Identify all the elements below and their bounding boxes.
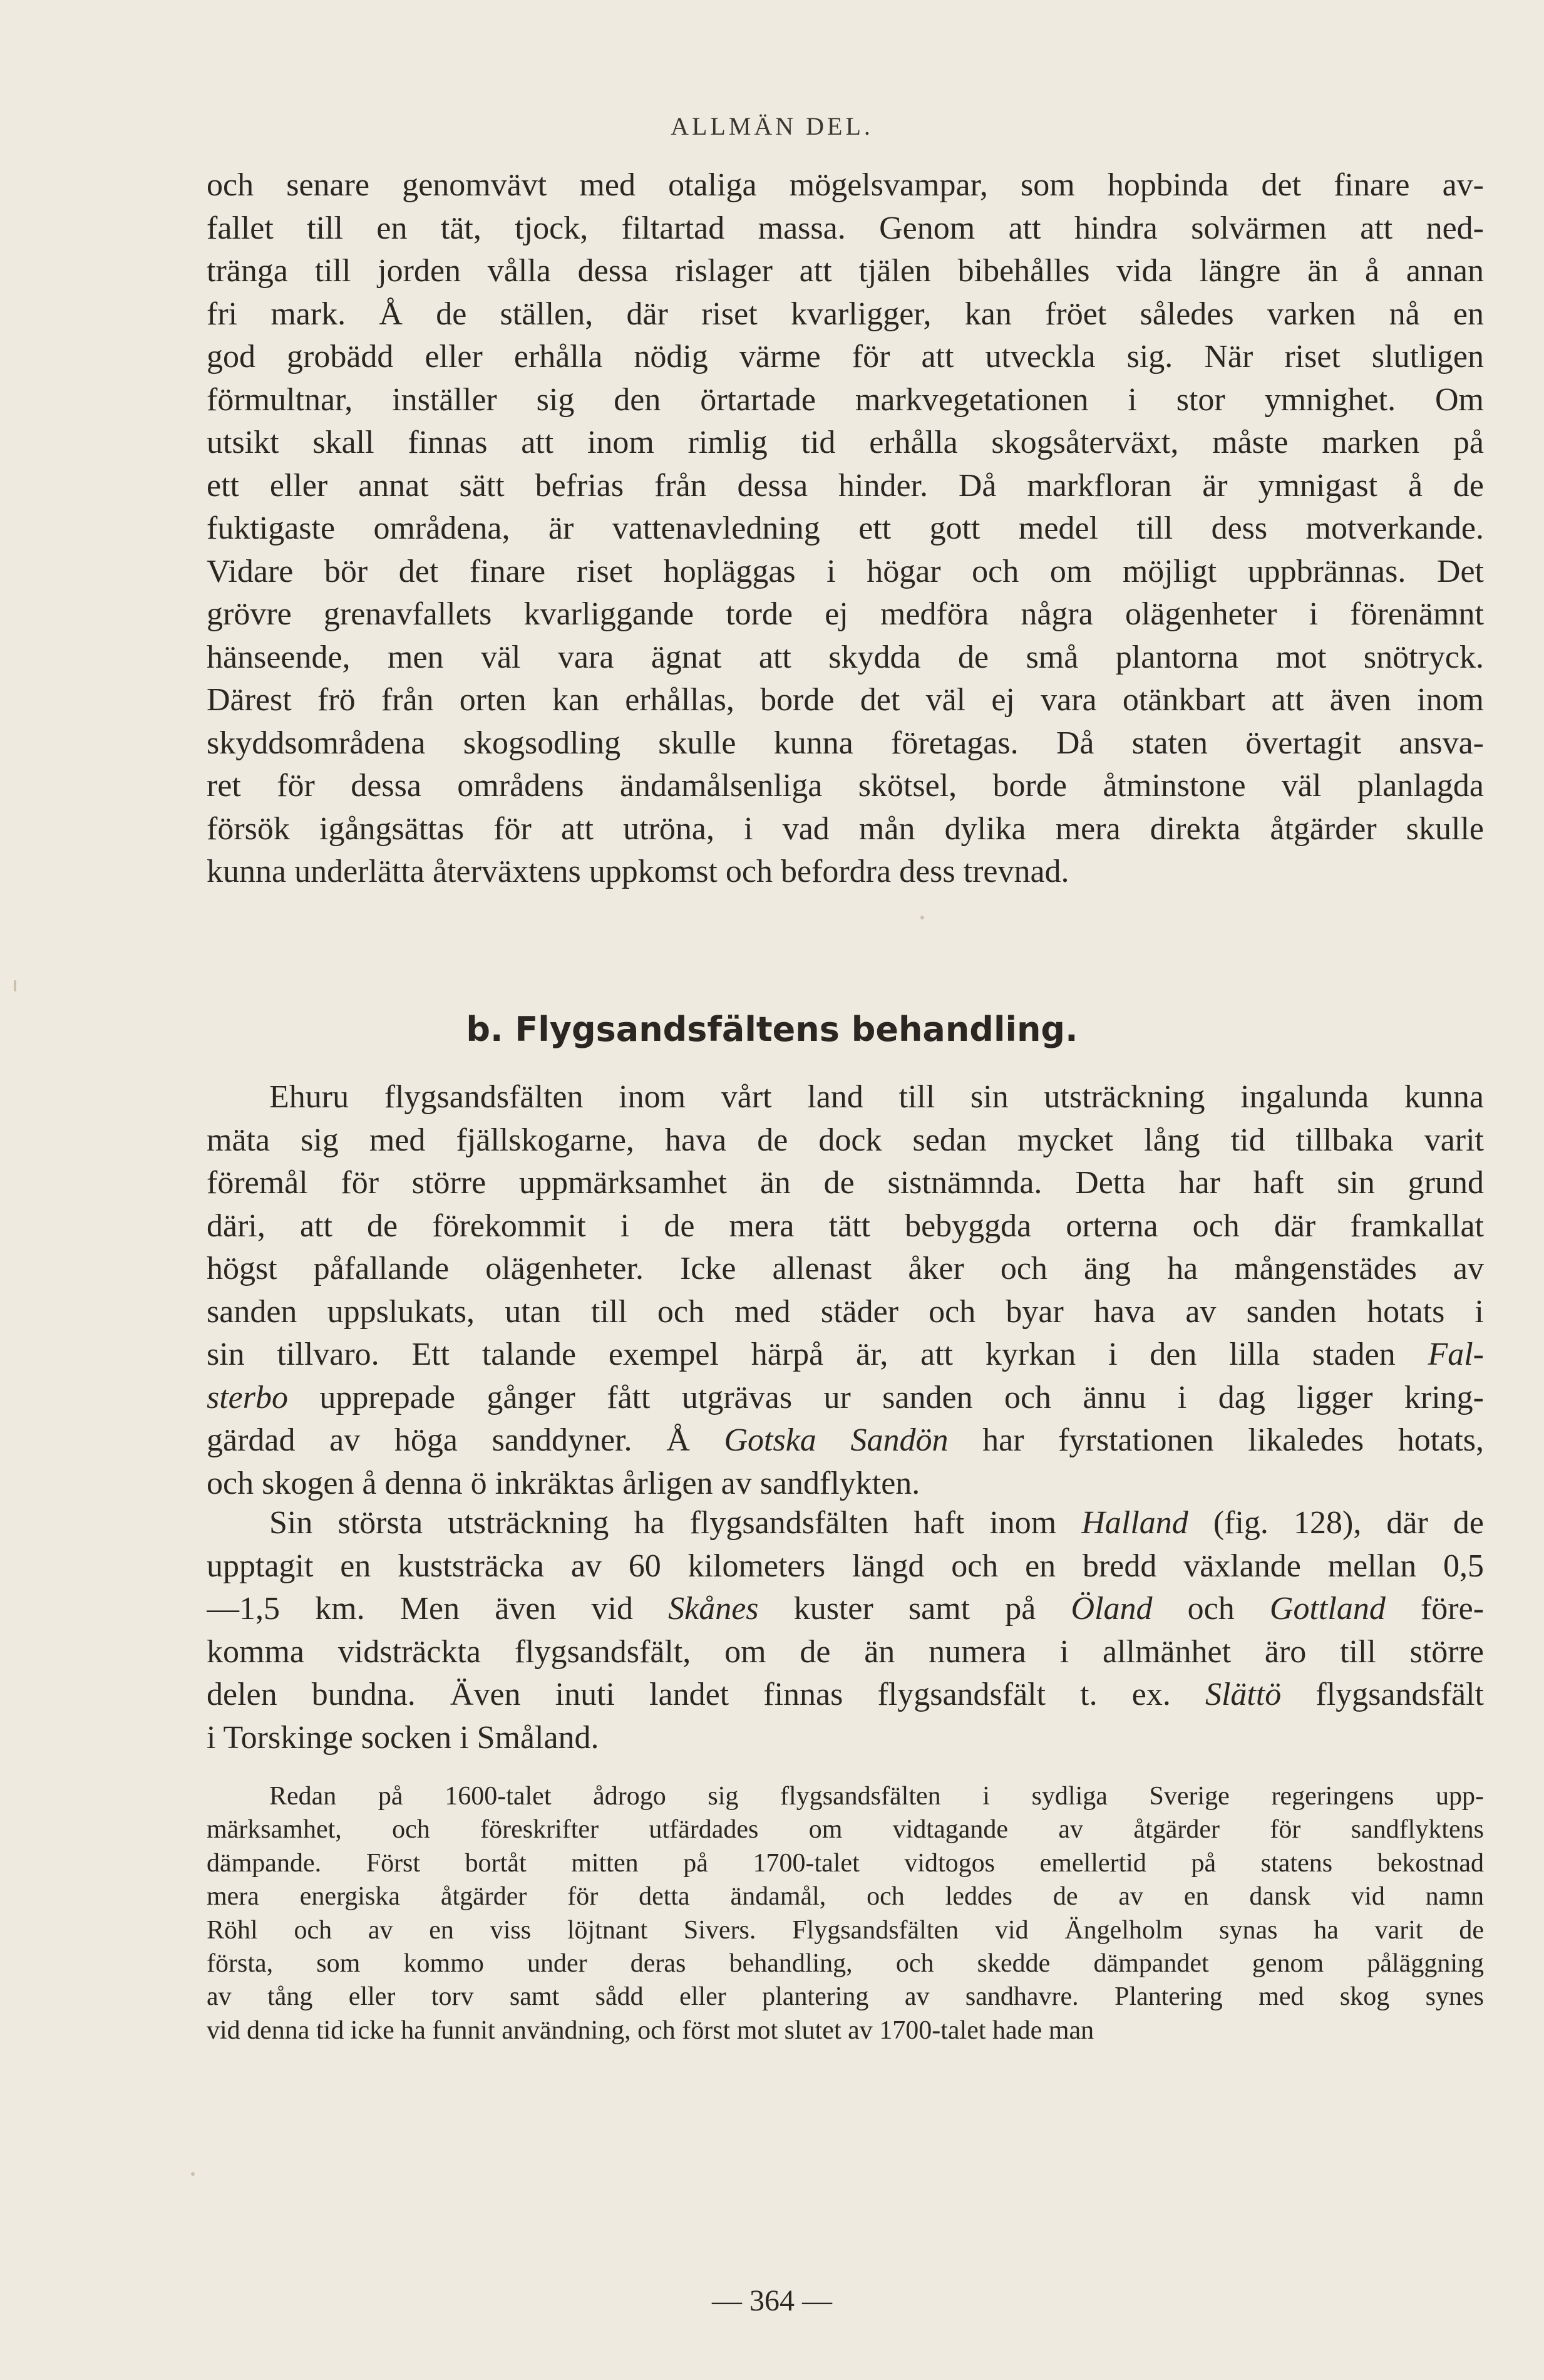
- small-print-text: [207, 1780, 1484, 2047]
- text-line: i Torskinge socken i Småland.: [207, 1719, 599, 1756]
- text-line: kunna underlätta återväxtens uppkomst och befordra dess trevnad.: [207, 854, 1069, 889]
- text-line: och skogen å denna ö inkräktas årligen av sandflykten.: [207, 1465, 920, 1501]
- text-line: däri, att de förekommit i de mera tätt bebyggda orterna och där framkallat: [207, 1208, 1484, 1244]
- text-line: Röhl och av en viss löjtnant Sivers. Flygsandsfälten vid Ängelholm synas ha varit de: [207, 1915, 1484, 1945]
- text-line: Sin största utsträckning ha flygsandsfälten haft inom Halland (fig. 128), där de: [269, 1505, 1484, 1541]
- text-line: ret för dessa områdens ändamålsenliga skötsel, borde åtminstone väl planlagda: [207, 768, 1484, 804]
- text-line: fuktigaste områdena, är vattenavledning ett gott medel till dess motverkande.: [207, 510, 1484, 546]
- running-head: ALLMÄN DEL.: [671, 112, 873, 140]
- text-line: och senare genomvävt med otaliga mögelsvampar, som hopbinda det finare av-: [207, 167, 1484, 203]
- paper-speck: [191, 2172, 195, 2176]
- text-line: första, som kommo under deras behandling, och skedde dämpandet genom påläggning: [207, 1949, 1484, 1979]
- text-line: fallet till en tät, tjock, filtartad massa. Genom att hindra solvärmen att ned-: [207, 210, 1484, 246]
- text-line: förmultnar, inställer sig den örtartade markvegetationen i stor ymnighet. Om: [207, 381, 1484, 418]
- text-line: försök igångsättas för att utröna, i vad mån dylika mera direkta åtgärder skulle: [207, 810, 1484, 847]
- text-line: delen bundna. Även inuti landet finnas flygsandsfält t. ex. Slättö flygsandsfält: [207, 1677, 1484, 1712]
- text-line: utsikt skall finnas att inom rimlig tid erhålla skogsåterväxt, måste marken på: [207, 425, 1484, 460]
- text-line: Redan på 1600-talet ådrogo sig flygsandsfälten i sydliga Sverige regeringens upp-: [269, 1782, 1484, 1811]
- text-line: gärdad av höga sanddyner. Å Gotska Sandön har fyrstationen likaledes hotats,: [207, 1422, 1484, 1458]
- paragraph-text: [207, 1076, 1484, 1505]
- text-line: hänseende, men väl vara ägnat att skydda de små plantorna mot snötryck.: [207, 639, 1484, 675]
- text-line: mera energiska åtgärder för detta ändamål, och leddes de av en dansk vid namn: [207, 1882, 1484, 1912]
- paragraph-text: [207, 164, 1484, 894]
- paragraph-flygsand-intro: [207, 1076, 1484, 1505]
- text-line: fri mark. Å de ställen, där riset kvarligger, kan fröet således varken nå en: [207, 296, 1484, 332]
- text-line: mäta sig med fjällskogarne, hava de dock sedan mycket lång tid tillbaka varit: [207, 1122, 1484, 1158]
- text-line: Vidare bör det finare riset hopläggas i högar och om möjligt uppbrännas. Det: [207, 553, 1484, 589]
- text-line: föremål för större uppmärksamhet än de sistnämnda. Detta har haft sin grund: [207, 1165, 1484, 1201]
- text-line: högst påfallande olägenheter. Icke allenast åker och äng ha mångenstädes av: [207, 1251, 1484, 1286]
- paragraph-text: [207, 1502, 1484, 1759]
- small-print-paragraph: [207, 1780, 1484, 2047]
- text-line: sterbo upprepade gånger fått utgrävas ur sanden och ännu i dag ligger kring-: [207, 1379, 1484, 1415]
- text-line: vid denna tid icke ha funnit användning, och först mot slutet av 1700-talet hade man: [207, 2015, 1094, 2045]
- text-line: tränga till jorden vålla dessa rislager att tjälen bibehålles vida längre än å annan: [207, 253, 1484, 289]
- text-line: upptagit en kuststräcka av 60 kilometers längd och en bredd växlande mellan 0,5: [207, 1548, 1484, 1584]
- text-line: Ehuru flygsandsfälten inom vårt land till sin utsträckning ingalunda kunna: [269, 1079, 1484, 1115]
- text-line: sin tillvaro. Ett talande exempel härpå är, att kyrkan i den lilla staden Fal-: [207, 1337, 1484, 1372]
- text-line: dämpande. Först bortåt mitten på 1700-talet vidtogos emellertid på statens bekostnad: [207, 1848, 1484, 1878]
- text-line: —1,5 km. Men även vid Skånes kuster samt på Öland och Gottland före-: [207, 1591, 1484, 1627]
- text-line: skyddsområdena skogsodling skulle kunna företagas. Då staten övertagit ansva-: [207, 725, 1484, 761]
- text-line: god grobädd eller erhålla nödig värme för att utveckla sig. När riset slutligen: [207, 339, 1484, 375]
- text-line: grövre grenavfallets kvarliggande torde ej medföra några olägenheter i förenämnt: [207, 596, 1484, 632]
- text-line: av tång eller torv samt sådd eller plantering av sandhavre. Plantering med skog synes: [207, 1982, 1484, 2012]
- page-number: — 364 —: [712, 2284, 832, 2317]
- text-line: ett eller annat sätt befrias från dessa hinder. Då markfloran är ymnigast å de: [207, 467, 1484, 504]
- section-heading: b. Flygsandsfältens behandling.: [466, 1010, 1078, 1049]
- text-line: märksamhet, och föreskrifter utfärdades om vidtagande av åtgärder för sandflyktens: [207, 1815, 1484, 1844]
- text-line: sanden uppslukats, utan till och med städer och byar hava av sanden hotats i: [207, 1293, 1484, 1330]
- paragraph-forest-litter: [207, 164, 1484, 894]
- paragraph-flygsand-extent: [207, 1502, 1484, 1759]
- text-line: komma vidsträckta flygsandsfält, om de än numera i allmänhet äro till större: [207, 1633, 1484, 1670]
- paper-mark: [14, 980, 16, 991]
- paper-speck: [920, 916, 924, 919]
- text-line: Därest frö från orten kan erhållas, borde det väl ej vara otänkbart att även inom: [207, 682, 1484, 718]
